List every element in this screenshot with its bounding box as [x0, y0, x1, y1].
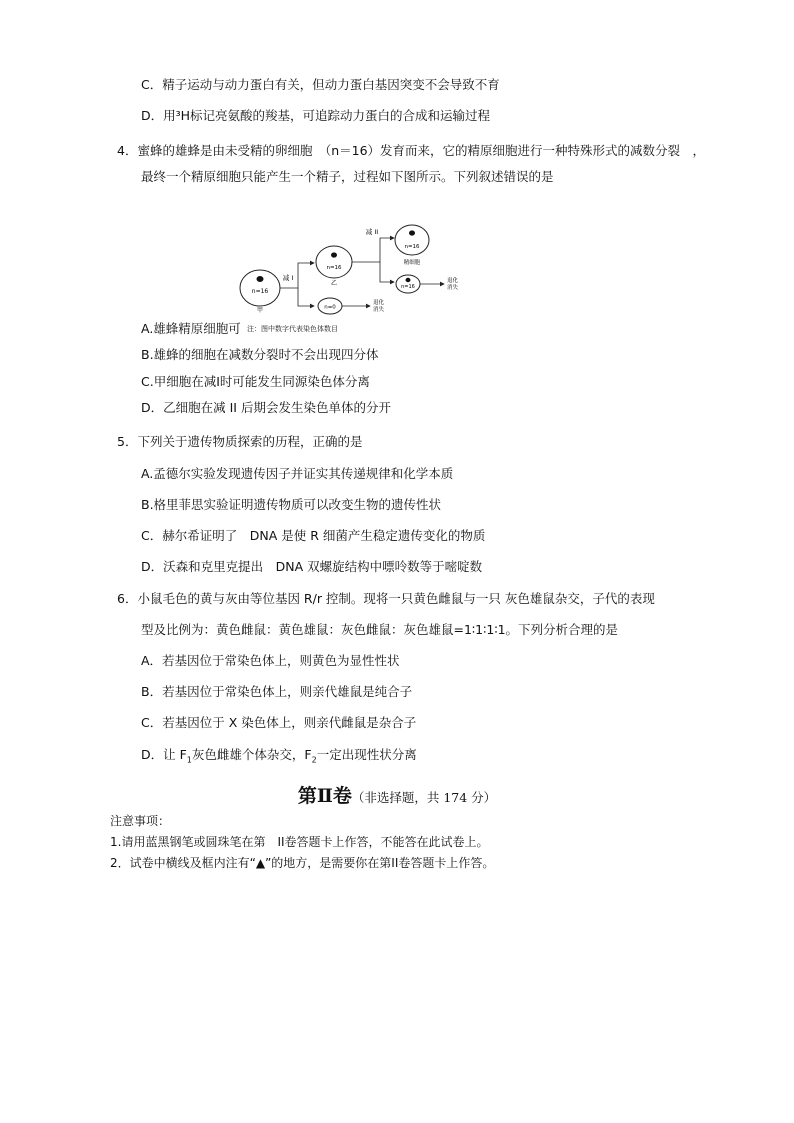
q4-option-a: A.雄蜂精原细胞可 [141, 321, 241, 336]
notes-item1: 1.请用蓝黑钢笔或圆珠笔在第 II卷答题卡上作答，不能答在此试卷上。 [110, 835, 489, 849]
q6-option-d-sub2: 2 [311, 755, 317, 765]
notes-heading: 注意事项： [110, 814, 171, 828]
q4-option-b: B.雄蜂的细胞在减数分裂时不会出现四分体 [141, 347, 379, 362]
q6-option-a: A．若基因位于常染色体上，则黄色为显性性状 [141, 653, 400, 668]
cell-sperm-label: n=16 [404, 244, 420, 250]
meiosis2-label: 减 II [365, 228, 379, 236]
q3-option-c: C．精子运动与动力蛋白有关，但动力蛋白基因突变不会导致不育 [141, 77, 500, 92]
q3-option-d: D．用³H标记亮氨酸的羧基，可追踪动力蛋白的合成和运输过程 [141, 108, 491, 123]
q6-option-b: B．若基因位于常染色体上，则亲代雄鼠是纯合子 [141, 684, 413, 699]
degenerate-right-1: 退化 [447, 278, 459, 284]
q6-option-d-sub1: 1 [186, 755, 192, 765]
section2-subtitle: （非选择题，共 174 分） [351, 790, 497, 805]
q4-stem-line1: 4．蜜蜂的雄蜂是由未受精的卵细胞 （n＝16）发育而来，它的精原细胞进行一种特殊形式的减数分裂 ， [117, 143, 706, 158]
notes-item2: 2．试卷中横线及框内注有“▲”的地方，是需要你在第II卷答题卡上作答。 [110, 856, 495, 870]
degenerate-lower-2: 消失 [373, 307, 385, 313]
q4-stem-line2: 最终一个精原细胞只能产生一个精子，过程如下图所示。下列叙述错误的是 [141, 169, 554, 184]
q4-option-c: C.甲细胞在减I时可能发生同源染色体分离 [141, 374, 370, 389]
degenerate-right-2: 消失 [447, 285, 459, 291]
q5-option-d: D．沃森和克里克提出 DNA 双螺旋结构中嘌呤数等于嘧啶数 [141, 559, 483, 574]
cell-right [396, 275, 420, 293]
meiosis1-label: 减 I [282, 274, 294, 282]
q6-option-d-post: 一定出现性状分离 [316, 747, 417, 762]
cell-yi-label: n=16 [326, 265, 342, 271]
cell-sperm [395, 225, 429, 266]
cell-zero [318, 298, 342, 314]
section2-title: 第Ⅱ卷 [297, 785, 352, 807]
q6-stem-line1: 6．小鼠毛色的黄与灰由等位基因 R/r 控制。现将一只黄色雌鼠与一只 灰色雄鼠杂交，子代的表现 [117, 591, 655, 606]
q5-option-c: C．赫尔希证明了 DNA 是使 R 细菌产生稳定遗传变化的物质 [141, 528, 486, 543]
section2-heading [0, 781, 794, 808]
q6-option-c: C．若基因位于 X 染色体上，则亲代雌鼠是杂合子 [141, 715, 417, 730]
q6-stem-line2: 型及比例为：黄色雌鼠：黄色雄鼠：灰色雌鼠：灰色雄鼠=1∶1∶1∶1。下列分析合理的是 [141, 622, 619, 637]
q6-option-d-mid: 灰色雌雄个体杂交，F [191, 747, 312, 762]
q5-option-b: B.格里菲思实验证明遗传物质可以改变生物的遗传性状 [141, 497, 442, 512]
degenerate-lower-1: 退化 [373, 300, 385, 306]
cell-jia-name: 甲 [256, 307, 264, 314]
cell-right-label: n=16 [401, 284, 415, 290]
cell-yi [316, 246, 352, 287]
q5-option-a: A.孟德尔实验发现遗传因子并证实其传递规律和化学本质 [141, 466, 454, 481]
cell-yi-name: 乙 [330, 280, 338, 287]
q6-option-d [141, 747, 417, 769]
q6-option-d-pre: D．让 F [141, 747, 187, 762]
diagram-note: 注：图中数字代表染色体数目 [247, 325, 338, 333]
q4-option-d: D．乙细胞在减 II 后期会发生染色单体的分开 [141, 400, 391, 415]
cell-jia [240, 270, 280, 314]
cell-zero-label: n=0 [324, 304, 336, 311]
sperm-name: 精细胞 [403, 260, 421, 266]
cell-jia-label: n=16 [251, 288, 269, 295]
q5-stem: 5．下列关于遗传物质探索的历程，正确的是 [117, 434, 363, 449]
meiosis-diagram [230, 218, 470, 338]
